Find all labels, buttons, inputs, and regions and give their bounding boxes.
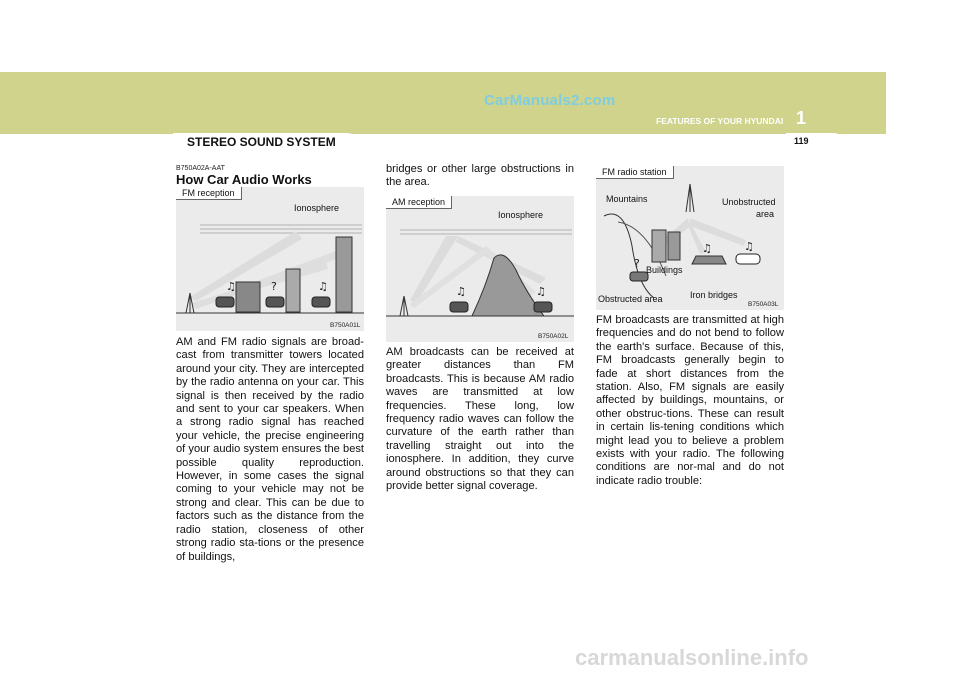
footer-watermark[interactable]: carmanualsonline.info	[575, 645, 809, 670]
figure-code: B750A03L	[748, 301, 779, 308]
figure-code: B750A02L	[538, 333, 569, 340]
svg-text:?: ?	[271, 280, 277, 293]
am-reception-illustration	[386, 196, 574, 342]
ionosphere-label: Ionosphere	[498, 210, 544, 220]
buildings-label: Buildings	[646, 265, 683, 275]
mountains-label: Mountains	[606, 194, 648, 204]
figure-label: AM reception	[386, 196, 452, 209]
figure-code: B750A01L	[330, 322, 361, 329]
section-heading: How Car Audio Works	[176, 172, 312, 187]
svg-text:♫: ♫	[318, 280, 328, 293]
svg-text:?: ?	[634, 257, 640, 270]
chapter-title: FEATURES OF YOUR HYUNDAI	[656, 116, 784, 126]
am-reception-figure	[386, 196, 574, 342]
col2-intro: bridges or other large obstructions in the area.	[386, 163, 574, 189]
section-title: STEREO SOUND SYSTEM	[187, 135, 336, 149]
site-title[interactable]: CarManuals2.com	[484, 92, 616, 109]
area-label: area	[756, 209, 775, 219]
col1-body: AM and FM radio signals are broad-cast from transmitter towers located around your city. They are intercepted by the radio antenna on your car. This signal is then received by the radio and sent to your car speakers. When a strong radio signal has reached your vehicle, the precise engineering of your audio system ensures the best possible quality reproduction. However, in some cases the signal coming to your vehicle may not be strong and clear. This can be due to factors such as the distance from the radio station, closeness of other strong radio sta-tions or the presence of buildings,	[176, 336, 364, 563]
unobstructed-label: Unobstructed	[722, 197, 776, 207]
page-number-tab	[786, 133, 844, 153]
fm-obstruction-figure	[596, 166, 784, 310]
svg-text:♫: ♫	[702, 242, 712, 255]
svg-text:♫: ♫	[536, 285, 546, 298]
col3-body: FM broadcasts are transmitted at high frequencies and do not bend to follow the earth's surface. Because of this, FM broadcasts generally begin to fade at short distances from the station. Also, FM signals are easily affected by buildings, mountains, or other obstruc-tions. These can result in certain lis-tening conditions which might lead you to believe a problem exists with your radio. The following conditions are nor-mal and do not indicate radio trouble:	[596, 314, 784, 487]
col2-body: AM broadcasts can be received at greater distances than FM broadcasts. This is because AM radio waves are transmitted at low frequencies. These long, low frequency radio waves can follow the curvature of the earth rather than travelling straight out into the ionosphere. In addition, they curve around obstructions so that they can provide better signal coverage.	[386, 346, 574, 493]
obstructed-area-label: Obstructed area	[598, 294, 663, 304]
figure-label: FM reception	[176, 187, 242, 200]
svg-text:♫: ♫	[456, 285, 466, 298]
section-code: B750A02A-AAT	[176, 165, 225, 172]
ionosphere-label: Ionosphere	[294, 203, 340, 213]
iron-bridges-label: Iron bridges	[690, 290, 738, 300]
fm-reception-illustration	[176, 187, 364, 331]
chapter-number: 1	[796, 108, 807, 128]
section-tab	[173, 133, 359, 153]
figure-label: FM radio station	[596, 166, 674, 179]
fm-reception-figure	[176, 187, 364, 331]
fm-obstruction-illustration	[596, 166, 784, 310]
svg-text:♫: ♫	[744, 240, 754, 253]
svg-text:♫: ♫	[226, 280, 236, 293]
page-number: 119	[794, 136, 809, 146]
